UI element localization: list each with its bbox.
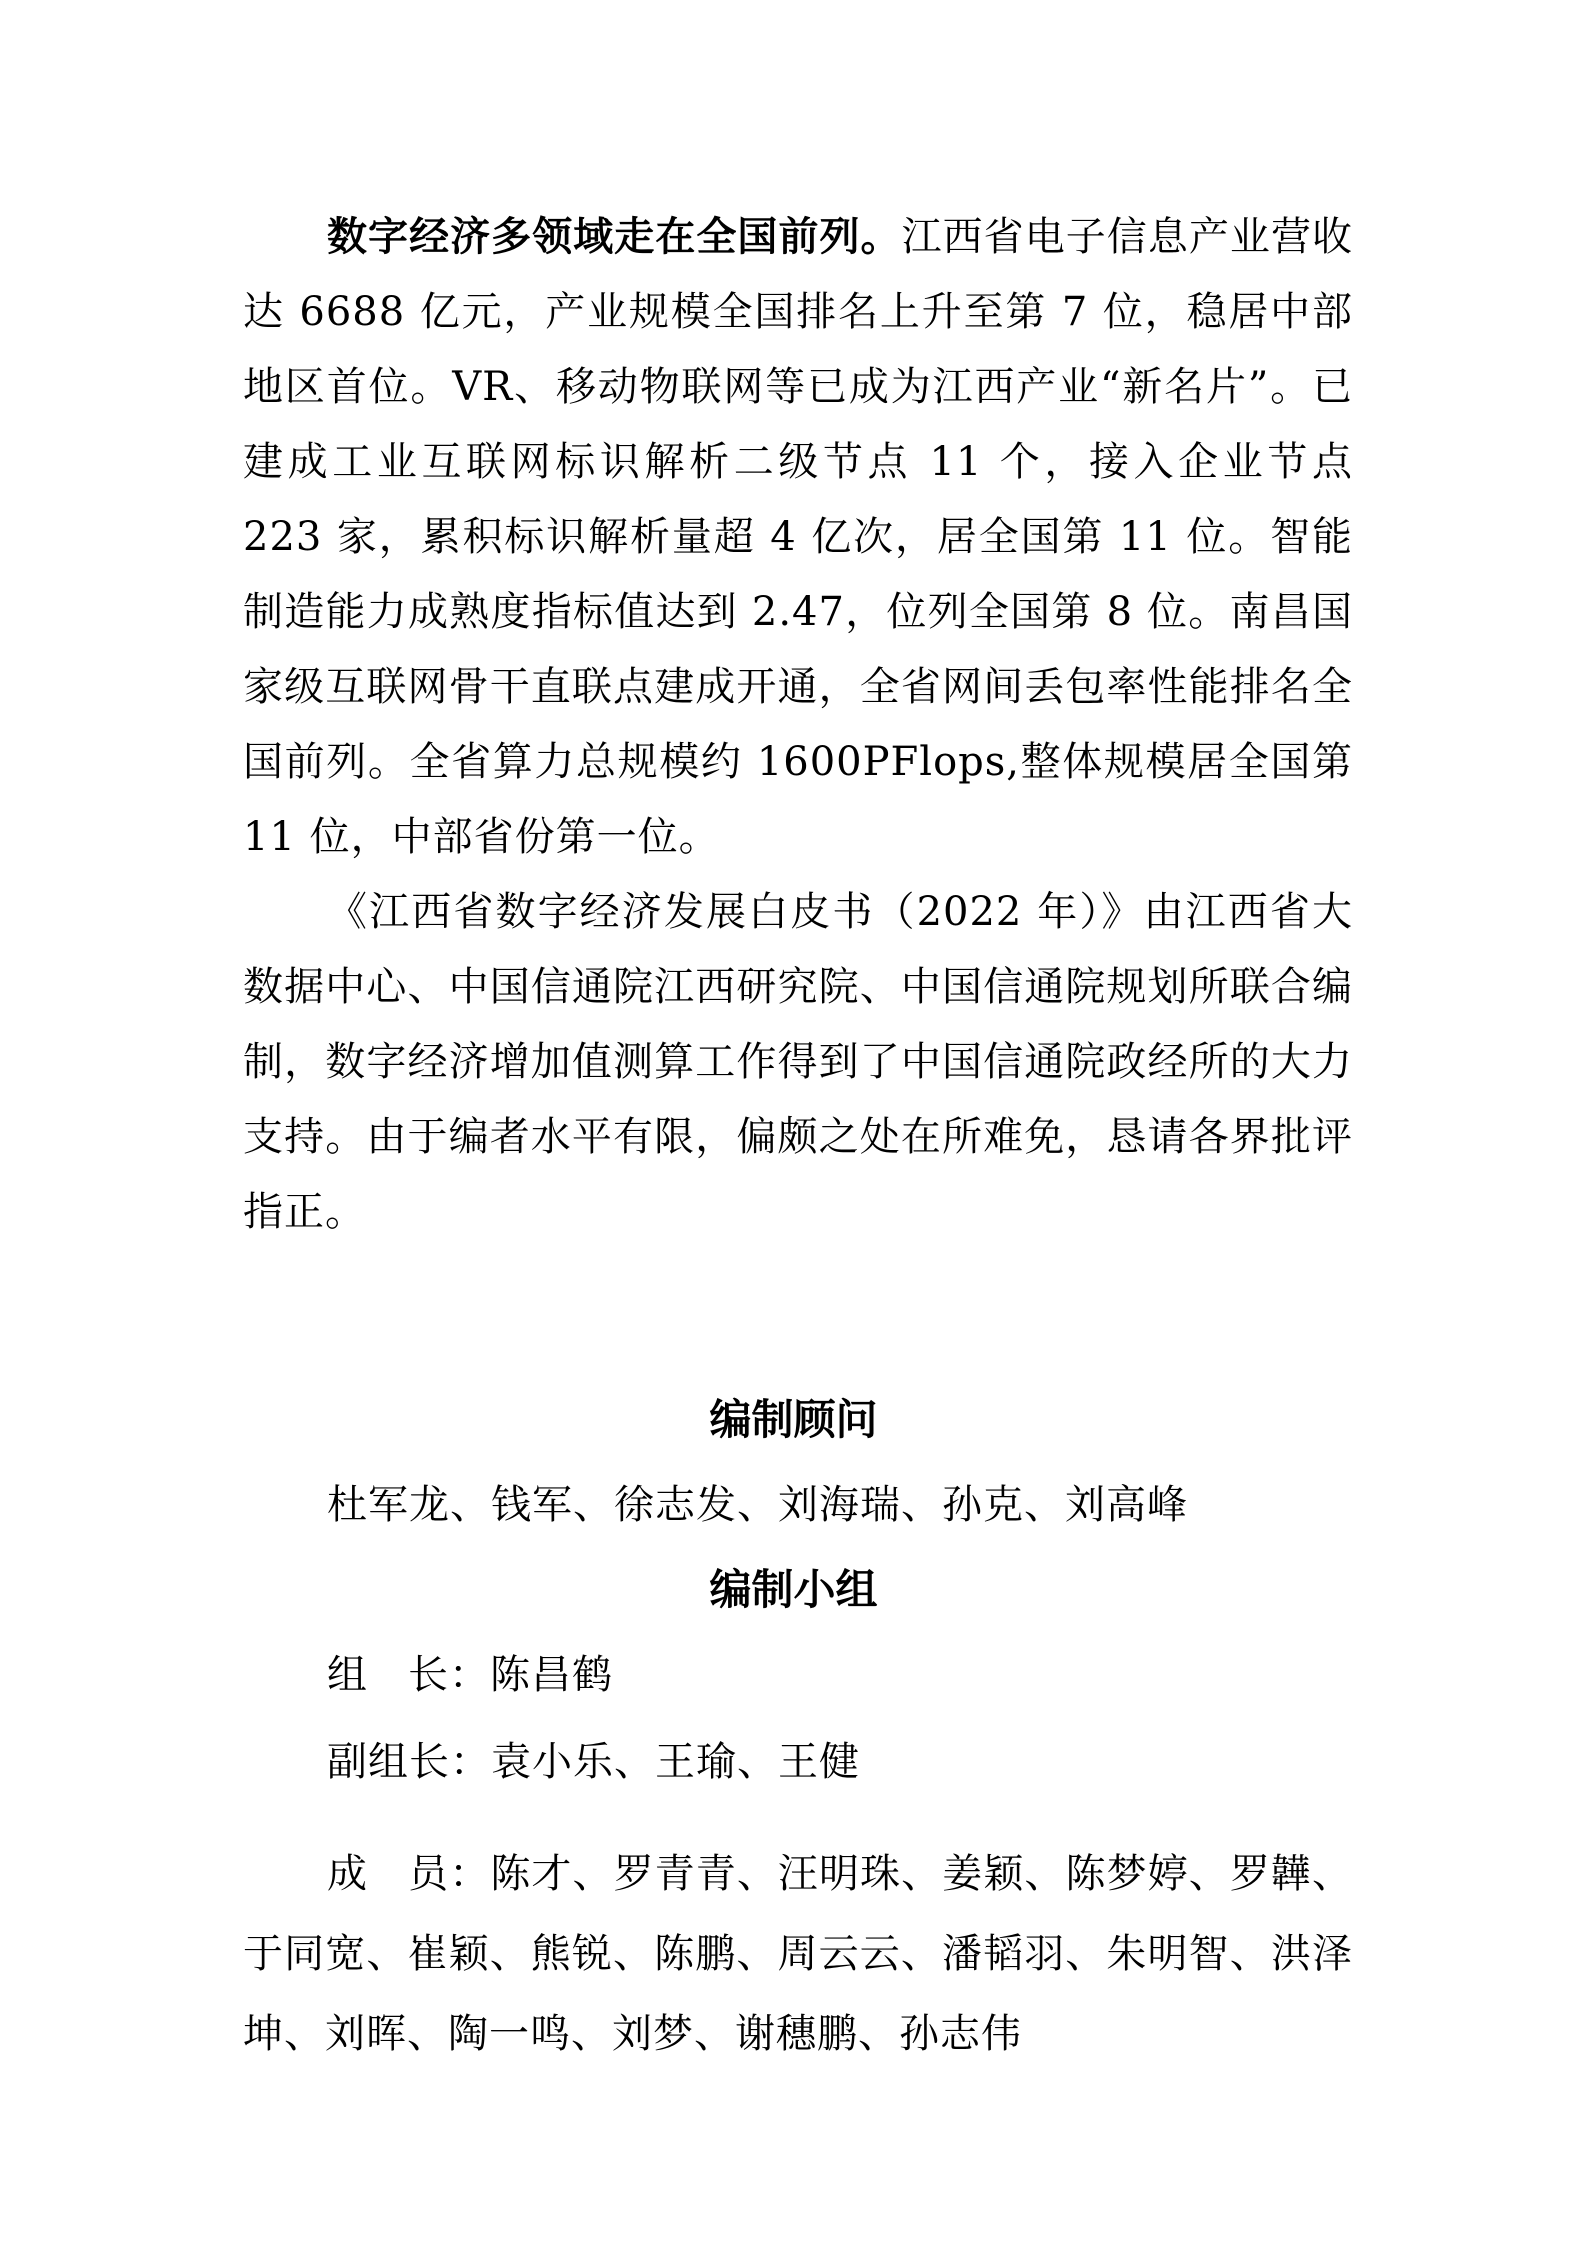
paragraph-whitepaper-note bbox=[243, 875, 1353, 1250]
paragraph-digital-economy bbox=[243, 200, 1353, 875]
group-deputy-line bbox=[327, 1732, 860, 1792]
group-heading: 编制小组 bbox=[709, 1565, 878, 1614]
group-leader-line bbox=[327, 1645, 613, 1705]
leader-label-part2: 长： bbox=[408, 1652, 490, 1698]
deputy-names: 袁小乐、王瑜、王健 bbox=[491, 1739, 860, 1785]
members-label-part2: 员： bbox=[408, 1851, 491, 1897]
members-names: 陈才、罗青青、汪明珠、姜颖、陈梦婷、罗韡、于同宽、崔颖、熊锐、陈鹏、周云云、潘韬羽、朱明智、洪泽坤、刘晖、陶一鸣、刘梦、谢穗鹏、孙志伟 bbox=[243, 1851, 1354, 2057]
members-label-part1: 成 bbox=[327, 1851, 369, 1897]
group-members-line bbox=[243, 1834, 1353, 2074]
paragraph-lead: 数字经济多领域走在全国前列。 bbox=[327, 214, 902, 260]
advisors-heading: 编制顾问 bbox=[709, 1395, 878, 1444]
paragraph-body: 江西省电子信息产业营收达 6688 亿元，产业规模全国排名上升至第 7 位，稳居中部地区首位。VR、移动物联网等已成为江西产业“新名片”。已建成工业互联网标识解析二级节点 11 个，接入企业节点 223 家，累积标识解析量超 4 亿次，居全国第 11 位。智能制造能力成熟度指标值达到 2.47，位列全国第 8 位。南昌国家级互联网骨干直联点建成开通，全省网间丢包率性能排名全国前列。全省算力总规模约 1600PFlops,整体规模居全国第 11 位，中部省份第一位。 bbox=[243, 214, 1354, 860]
deputy-label: 副组长： bbox=[327, 1739, 491, 1785]
advisors-names: 杜军龙、钱军、徐志发、刘海瑞、孙克、刘高峰 bbox=[327, 1482, 1188, 1528]
leader-name: 陈昌鹤 bbox=[490, 1652, 613, 1698]
paragraph-body: 《江西省数字经济发展白皮书（2022 年）》由江西省大数据中心、中国信通院江西研究院、中国信通院规划所联合编制，数字经济增加值测算工作得到了中国信通院政经所的大力支持。由于编者水平有限，偏颇之处在所难免，恳请各界批评指正。 bbox=[243, 889, 1353, 1235]
leader-label-part1: 组 bbox=[327, 1652, 368, 1698]
